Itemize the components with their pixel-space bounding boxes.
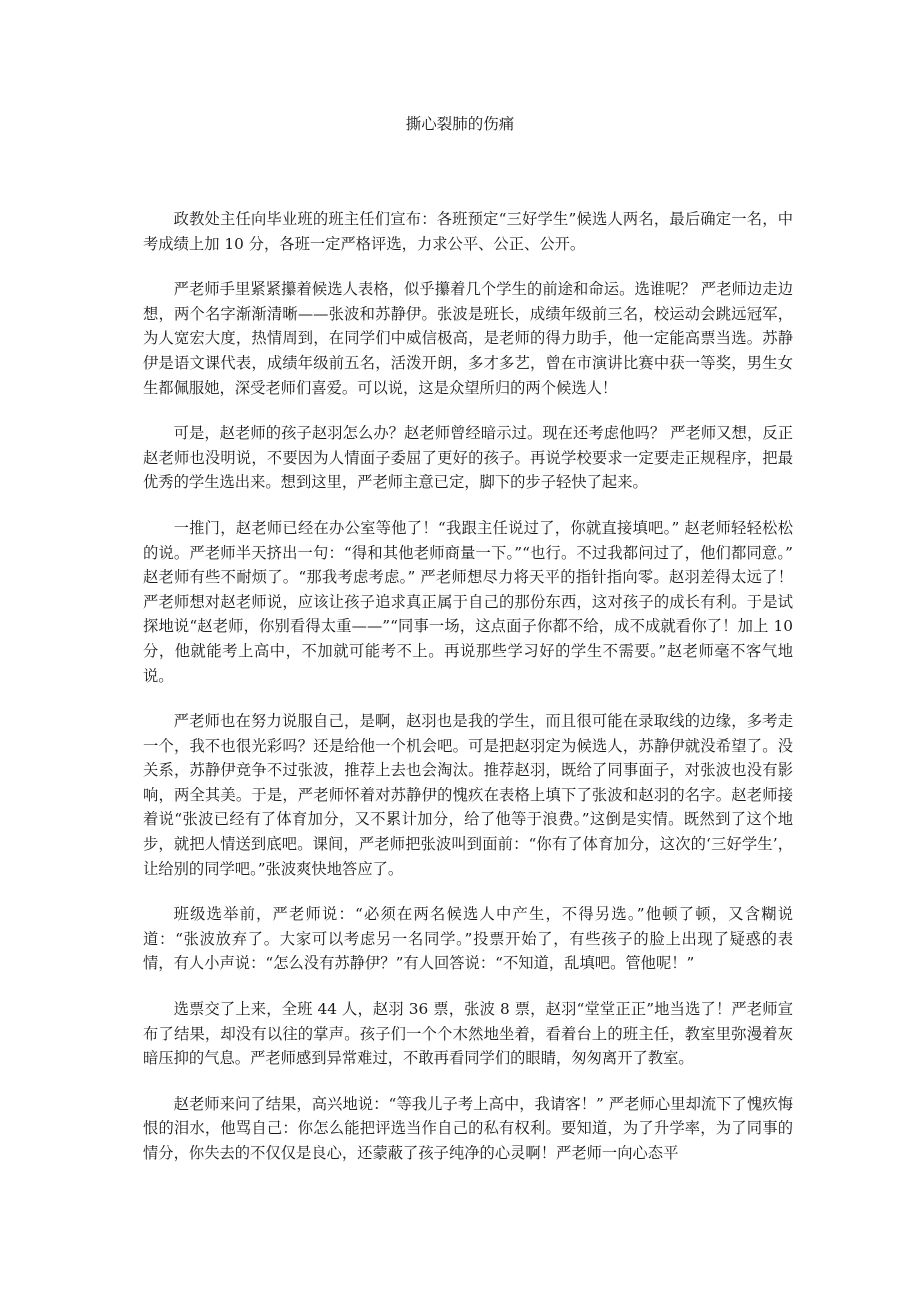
document-body bbox=[143, 207, 793, 1187]
document-title: 撕心裂肺的伤痛 bbox=[405, 115, 515, 133]
paragraph-4: 一推门，赵老师已经在办公室等他了！“我跟主任说过了，你就直接填吧。” 赵老师轻轻松松的说。严老师半天挤出一句：“得和其他老师商量一下。”“也行。不过我都问过了，他们都同意。” 赵老师有些不耐烦了。“那我考虑考虑。” 严老师想尽力将天平的指针指向零。赵羽差得太远了！严老师想对赵老师说，应该让孩子追求真正属于自己的那份东西，这对孩子的成长有利。于是试探地说“赵老师，你别看得太重——”“同事一场，这点面子你都不给，成不成就看你了！加上 10 分，他就能考上高中，不加就可能考不上。再说那些学习好的学生不需要。”赵老师毫不客气地说。 bbox=[143, 518, 793, 685]
paragraph-3: 可是，赵老师的孩子赵羽怎么办？赵老师曾经暗示过。现在还考虑他吗？ 严老师又想，反正赵老师也没明说，不要因为人情面子委屈了更好的孩子。再说学校要求一定要走正规程序，把最优秀的学生选出来。想到这里，严老师主意已定，脚下的步子轻快了起来。 bbox=[143, 424, 793, 492]
paragraph-1: 政教处主任向毕业班的班主任们宣布：各班预定“三好学生”候选人两名，最后确定一名，中考成绩上加 10 分，各班一定严格评选，力求公平、公正、公开。 bbox=[143, 210, 793, 253]
paragraph-8: 赵老师来问了结果，高兴地说：“等我儿子考上高中，我请客！” 严老师心里却流下了愧疚悔恨的泪水，他骂自己：你怎么能把评选当作自己的私有权利。要知道，为了升学率，为了同事的情分，你失去的不仅仅是良心，还蒙蔽了孩子纯净的心灵啊！严老师一向心态平 bbox=[143, 1094, 793, 1162]
paragraph-2: 严老师手里紧紧攥着候选人表格，似乎攥着几个学生的前途和命运。选谁呢？ 严老师边走边想，两个名字渐渐清晰——张波和苏静伊。张波是班长，成绩年级前三名，校运动会跳远冠军，为人宽宏大度，热情周到，在同学们中威信极高，是老师的得力助手，他一定能高票当选。苏静伊是语文课代表，成绩年级前五名，活泼开朗，多才多艺，曾在市演讲比赛中获一等奖，男生女生都佩服她，深受老师们喜爱。可以说，这是众望所归的两个候选人！ bbox=[143, 280, 793, 397]
paragraph-5: 严老师也在努力说服自己，是啊，赵羽也是我的学生，而且很可能在录取线的边缘，多考走一个，我不也很光彩吗？还是给他一个机会吧。可是把赵羽定为候选人，苏静伊就没希望了。没关系，苏静伊竞争不过张波，推荐上去也会淘汰。推荐赵羽，既给了同事面子，对张波也没有影响，两全其美。于是，严老师怀着对苏静伊的愧疚在表格上填下了张波和赵羽的名字。赵老师接着说“张波已经有了体育加分，又不累计加分，给了他等于浪费。”这倒是实情。既然到了这个地步，就把人情送到底吧。课间，严老师把张波叫到面前：“你有了体育加分，这次的‘三好学生’，让给别的同学吧。”张波爽快地答应了。 bbox=[143, 712, 793, 878]
paragraph-6: 班级选举前，严老师说：“必须在两名候选人中产生，不得另选。”他顿了顿，又含糊说道：“张波放弃了。大家可以考虑另一名同学。”投票开始了，有些孩子的脸上出现了疑惑的表情，有人小声说：“怎么没有苏静伊？”有人回答说：“不知道，乱填吧。管他呢！” bbox=[143, 905, 793, 973]
paragraph-7: 选票交了上来，全班 44 人，赵羽 36 票，张波 8 票，赵羽“堂堂正正”地当选了！严老师宣布了结果，却没有以往的掌声。孩子们一个个木然地坐着，看着台上的班主任，教室里弥漫着灰暗压抑的气息。严老师感到异常难过，不敢再看同学们的眼睛，匆匆离开了教室。 bbox=[143, 1000, 793, 1068]
